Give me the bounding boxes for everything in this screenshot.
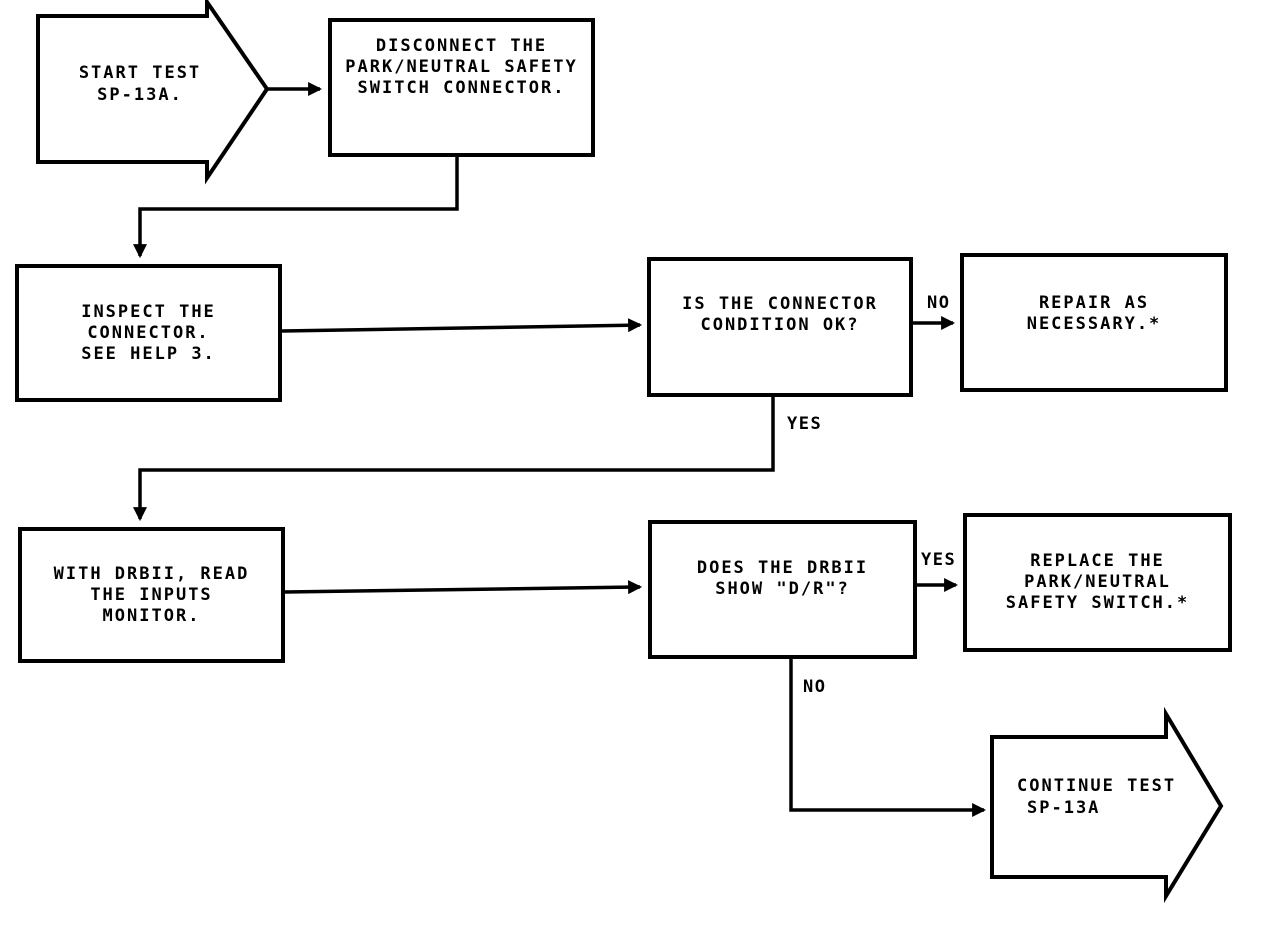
start-terminal-line: START TEST	[78, 63, 202, 83]
step-text-line: CONDITION OK?	[700, 315, 860, 335]
step-text-line: SWITCH CONNECTOR.	[357, 78, 566, 98]
edge-inputs-to-drbii	[285, 587, 640, 592]
step-text-line: REPAIR AS	[1038, 293, 1150, 313]
step-text-line: MONITOR.	[102, 605, 201, 626]
step-text-line: SHOW "D/R"?	[715, 579, 850, 599]
continue-terminal-line: CONTINUE TEST	[1017, 776, 1177, 796]
step-text-line: DOES THE DRBII	[696, 558, 869, 578]
edge-disconnect-to-inspect	[140, 157, 457, 256]
step-text-line: THE INPUTS	[90, 584, 213, 605]
step-text-line: SEE HELP 3.	[81, 343, 216, 364]
edge-connector-ok-yes-to-inputs	[140, 397, 773, 519]
step-box-replace-switch	[963, 513, 1232, 652]
continue-terminal-line: SP-13A	[1027, 798, 1101, 818]
edge-label-drbii-no: NO	[803, 677, 827, 697]
edge-inspect-to-connector-ok	[282, 325, 640, 331]
edge-label-drbii-yes: YES	[921, 550, 957, 570]
step-text-line: REPLACE THE	[1030, 551, 1165, 571]
step-box-inspect	[15, 264, 282, 402]
step-text-line: PARK/NEUTRAL SAFETY	[345, 57, 578, 77]
decision-box-drbii-dr	[648, 520, 917, 659]
edge-label-connector-ok-yes: YES	[787, 414, 823, 434]
continue-terminal-label	[1017, 775, 1176, 819]
step-box-repair	[960, 253, 1228, 392]
step-text-line: DISCONNECT THE	[375, 36, 548, 56]
step-text-line: INSPECT THE	[81, 301, 216, 322]
start-terminal-line: SP-13A.	[97, 85, 183, 105]
step-text-line: IS THE CONNECTOR	[682, 294, 878, 314]
edge-label-connector-ok-no: NO	[927, 293, 951, 313]
step-box-inputs-monitor	[18, 527, 285, 663]
step-text-line: PARK/NEUTRAL	[1024, 572, 1171, 592]
step-text-line: CONNECTOR.	[87, 322, 210, 343]
decision-box-connector-ok	[647, 257, 913, 397]
step-box-disconnect	[328, 18, 595, 157]
step-text-line: NECESSARY.*	[1026, 314, 1162, 334]
step-text-line: SAFETY SWITCH.*	[1005, 593, 1190, 613]
step-text-line: WITH DRBII, READ	[53, 563, 250, 584]
start-terminal-label	[40, 62, 240, 106]
